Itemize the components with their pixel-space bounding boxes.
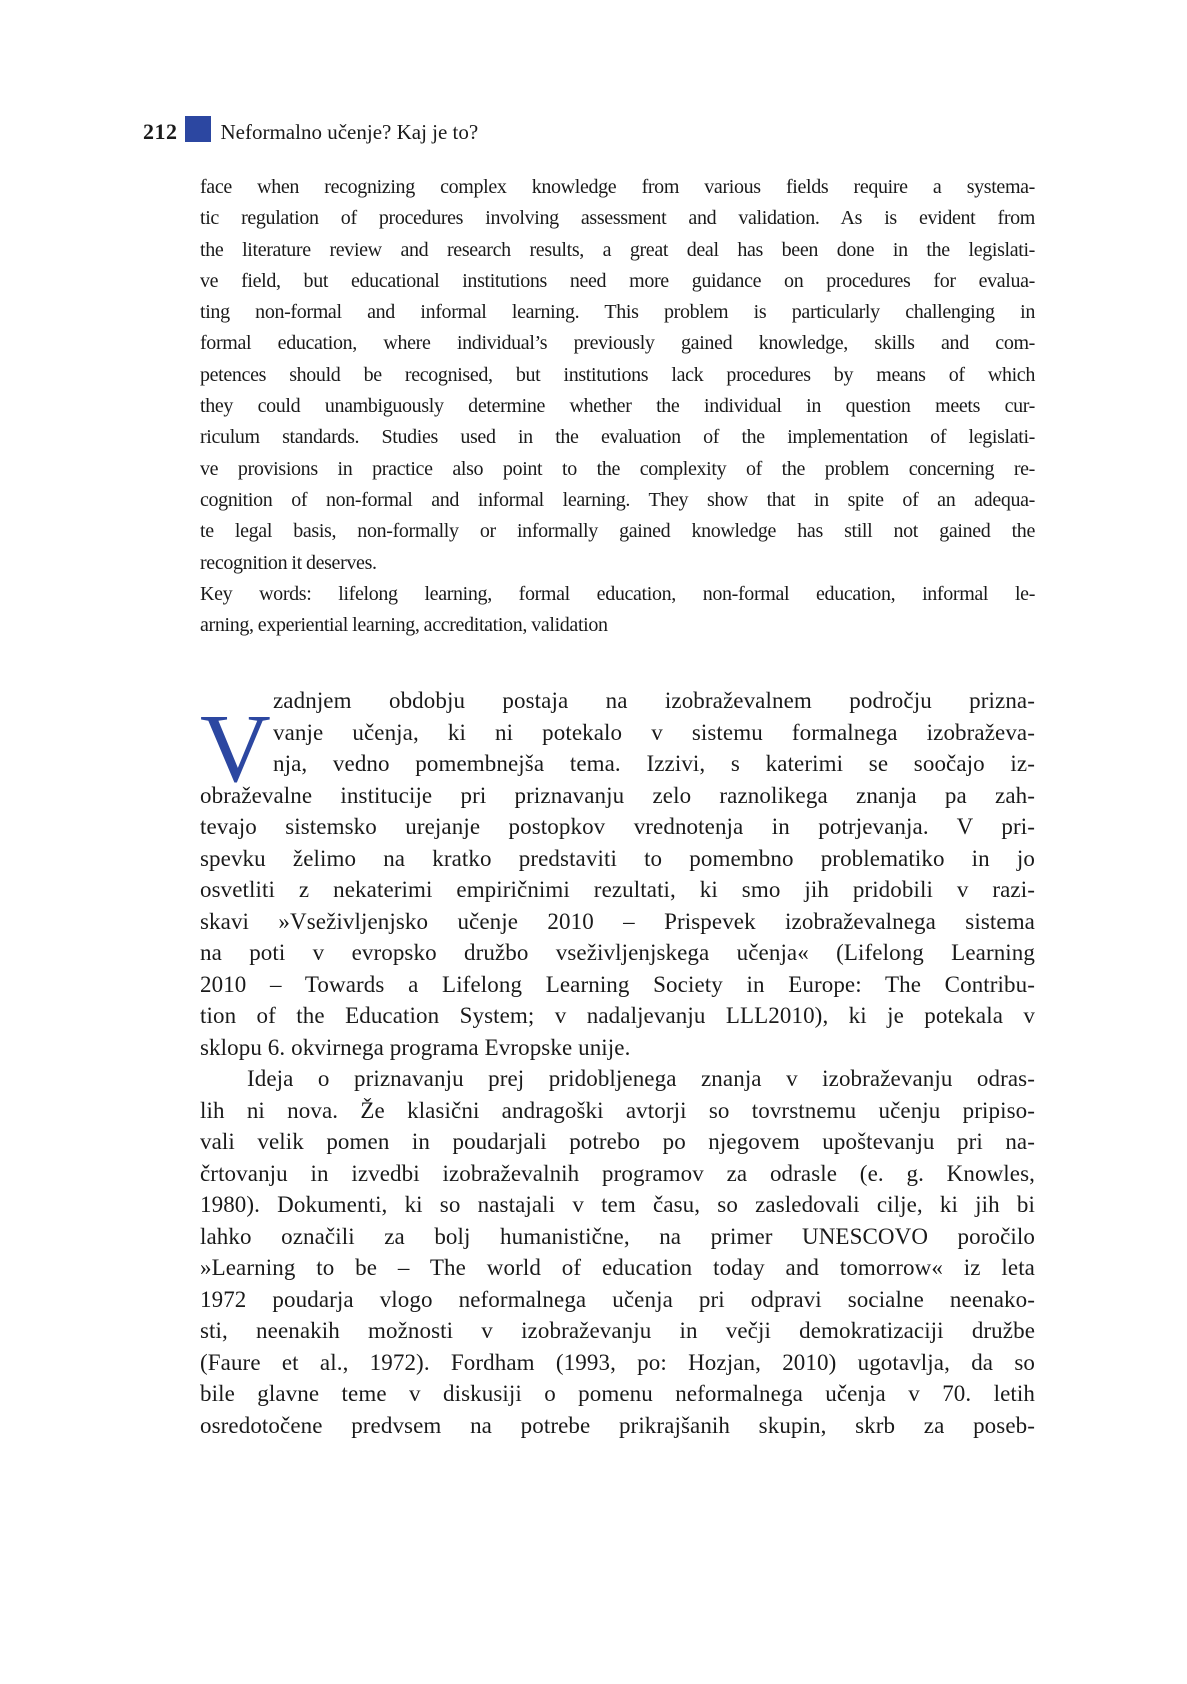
body-line: lih ni nova. Že klasični andragoški avtorji so tovrstnemu učenju pripiso- (200, 1097, 1035, 1123)
body-text (200, 685, 1035, 1441)
body-line: vanje učenja, ki ni potekalo v sistemu formalnega izobraževa- (273, 719, 1035, 745)
body-line: črtovanju in izvedbi izobraževalnih programov za odrasle (e. g. Knowles, (200, 1160, 1035, 1186)
abstract-line: they could unambiguously determine whether the individual in question meets cur- (200, 395, 1035, 418)
page-number: 212 (143, 119, 178, 144)
drop-cap: V (200, 695, 271, 803)
abstract-line: formal education, where individual’s previously gained knowledge, skills and com- (200, 332, 1035, 355)
abstract-line: petences should be recognised, but institutions lack procedures by means of which (200, 363, 1035, 386)
body-line: 1972 poudarja vlogo neformalnega učenja pri odpravi socialne neenako- (200, 1286, 1035, 1312)
keywords-line: arning, experiential learning, accreditation, validation (200, 614, 608, 637)
abstract-line: riculum standards. Studies used in the evaluation of the implementation of legislati- (200, 426, 1035, 449)
running-header (143, 117, 478, 147)
abstract-line: ve provisions in practice also point to the complexity of the problem concerning re- (200, 457, 1035, 480)
accent-square-icon (185, 116, 211, 142)
body-line: Ideja o priznavanju prej pridobljenega znanja v izobraževanju odras- (247, 1066, 1035, 1091)
abstract-line: the literature review and research results, a great deal has been done in the legislati- (200, 238, 1035, 261)
body-line: obraževalne institucije pri priznavanju zelo raznolikega znanja pa zah- (200, 782, 1035, 808)
body-line: osvetliti z nekaterimi empiričnimi rezultati, ki smo jih pridobili v razi- (200, 877, 1035, 902)
body-line: tevajo sistemsko urejanje postopkov vrednotenja in potrjevanja. V pri- (200, 814, 1035, 839)
body-line: bile glavne teme v diskusiji o pomenu neformalnega učenja v 70. letih (200, 1381, 1035, 1406)
abstract-line: cognition of non-formal and informal learning. They show that in spite of an adequa- (200, 488, 1035, 511)
keywords-line: Key words: lifelong learning, formal education, non-formal education, informal le- (200, 582, 1035, 605)
body-line: tion of the Education System; v nadaljevanju LLL2010), ki je potekala v (200, 1003, 1035, 1028)
body-line: »Learning to be – The world of education today and tomorrow« iz leta (200, 1255, 1035, 1280)
body-line: spevku želimo na kratko predstaviti to pomembno problematiko in jo (200, 845, 1035, 871)
abstract (200, 172, 1035, 641)
body-line: zadnjem obdobju postaja na izobraževalnem področju prizna- (273, 688, 1035, 713)
abstract-line: ting non-formal and informal learning. This problem is particularly challenging in (200, 301, 1035, 324)
body-line: vali velik pomen in poudarjali potrebo po njegovem upoštevanju pri na- (200, 1129, 1035, 1154)
abstract-line: tic regulation of procedures involving assessment and validation. As is evident from (200, 207, 1035, 230)
abstract-line: face when recognizing complex knowledge from various fields require a systema- (200, 176, 1035, 198)
body-line: na poti v evropsko družbo vseživljenjskega učenja« (Lifelong Learning (200, 940, 1035, 965)
body-line: 1980). Dokumenti, ki so nastajali v tem času, so zasledovali cilje, ki jih bi (200, 1192, 1035, 1217)
body-line: sti, neenakih možnosti v izobraževanju in večji demokratizaciji družbe (200, 1318, 1035, 1343)
abstract-line: ve field, but educational institutions need more guidance on procedures for evalua- (200, 269, 1035, 292)
body-line: lahko označili za bolj humanistične, na primer UNESCOVO poročilo (200, 1223, 1035, 1249)
body-line: 2010 – Towards a Lifelong Learning Society in Europe: The Contribu- (200, 971, 1035, 997)
body-line: osredotočene predvsem na potrebe prikrajšanih skupin, skrb za poseb- (200, 1412, 1035, 1438)
body-line: nja, vedno pomembnejša tema. Izzivi, s katerimi se soočajo iz- (273, 751, 1035, 776)
body-line: (Faure et al., 1972). Fordham (1993, po: Hozjan, 2010) ugotavlja, da so (200, 1349, 1035, 1375)
body-line: skavi »Vseživljenjsko učenje 2010 – Prispevek izobraževalnega sistema (200, 908, 1035, 934)
body-line: sklopu 6. okvirnega programa Evropske unije. (200, 1034, 631, 1060)
abstract-line: te legal basis, non-formally or informally gained knowledge has still not gained the (200, 520, 1035, 543)
abstract-line: recognition it deserves. (200, 551, 377, 574)
running-title: Neformalno učenje? Kaj je to? (220, 119, 479, 144)
